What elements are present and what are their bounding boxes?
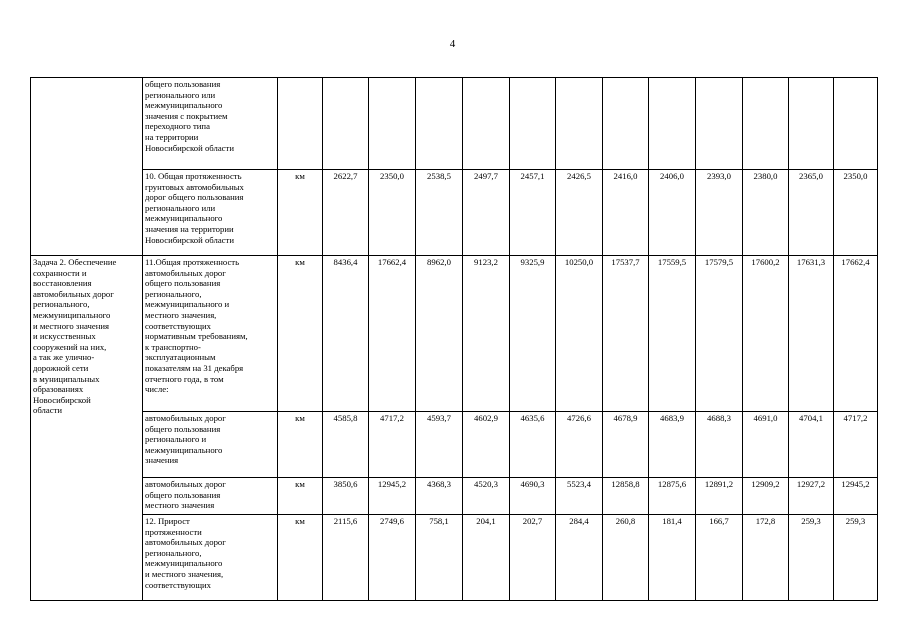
value-cell: 4688,3 (696, 412, 743, 478)
indicator-cell (143, 256, 278, 412)
indicator-line: автомобильных дорог (145, 267, 226, 278)
indicator-line: Новосибирской области (145, 142, 234, 153)
value-cell: 204,1 (463, 515, 510, 601)
indicator-line: Новосибирской области (145, 234, 234, 245)
value-cell (834, 78, 878, 170)
value-cell (323, 78, 369, 170)
value-cell (416, 78, 463, 170)
value-cell: 172,8 (743, 515, 789, 601)
indicator-line: местного значения, (145, 309, 217, 320)
indicator-line: числе: (145, 384, 169, 395)
task-line: в муниципальных (33, 373, 100, 384)
value-cell: 284,4 (556, 515, 603, 601)
value-cell: 12891,2 (696, 478, 743, 515)
task-cell-empty (31, 78, 143, 256)
value-cell: 2538,5 (416, 170, 463, 256)
task-line: а так же улично- (33, 352, 95, 363)
value-cell: 4585,8 (323, 412, 369, 478)
value-cell: 259,3 (789, 515, 834, 601)
value-cell: 2497,7 (463, 170, 510, 256)
value-cell: 2365,0 (789, 170, 834, 256)
indicator-line: автомобильных дорог (145, 413, 226, 423)
table-row (31, 256, 878, 412)
indicators-table (30, 77, 878, 601)
value-cell: 4368,3 (416, 478, 463, 515)
indicator-line: регионального и (145, 434, 207, 445)
value-cell: 10250,0 (556, 256, 603, 412)
indicator-line: автомобильных дорог (145, 479, 226, 489)
value-cell: 259,3 (834, 515, 878, 601)
indicator-line: и местного значения, (145, 568, 224, 579)
value-cell: 12858,8 (603, 478, 649, 515)
indicator-line: общего пользования (145, 278, 221, 289)
unit-cell: км (278, 412, 323, 478)
table-row (31, 78, 878, 170)
value-cell: 8962,0 (416, 256, 463, 412)
indicator-cell (143, 515, 278, 601)
value-cell: 2393,0 (696, 170, 743, 256)
unit-cell (278, 78, 323, 170)
indicator-line: 10. Общая протяженность (145, 171, 242, 181)
indicator-line: 11.Общая протяженность (145, 257, 240, 267)
value-cell (556, 78, 603, 170)
value-cell: 4726,6 (556, 412, 603, 478)
value-cell: 2115,6 (323, 515, 369, 601)
indicator-line: местного значения (145, 500, 215, 511)
indicator-line: значения (145, 455, 179, 466)
value-cell: 12927,2 (789, 478, 834, 515)
indicator-line: протяженности (145, 526, 202, 537)
value-cell: 17662,4 (369, 256, 416, 412)
value-cell: 2416,0 (603, 170, 649, 256)
table-row (31, 515, 878, 601)
value-cell (789, 78, 834, 170)
indicator-line: межмуниципального (145, 100, 223, 111)
indicator-line: межмуниципального и (145, 299, 230, 310)
indicator-cell (143, 170, 278, 256)
task-line: регионального, (33, 299, 90, 310)
value-cell: 4717,2 (369, 412, 416, 478)
task-line: образованиях (33, 384, 84, 395)
task-line: автомобильных дорог (33, 288, 114, 299)
value-cell (743, 78, 789, 170)
indicator-cell (143, 78, 278, 170)
indicator-line: нормативным требованиям, (145, 331, 248, 342)
table-row (31, 170, 878, 256)
indicator-line: показателям на 31 декабря (145, 362, 244, 373)
value-cell: 4691,0 (743, 412, 789, 478)
task-line: восстановления (33, 278, 92, 289)
value-cell (463, 78, 510, 170)
value-cell: 4683,9 (649, 412, 696, 478)
indicator-line: межмуниципального (145, 213, 223, 224)
indicator-line: 12. Прирост (145, 516, 190, 526)
value-cell: 4690,3 (510, 478, 556, 515)
value-cell: 17537,7 (603, 256, 649, 412)
task-line: сооружений на них, (33, 341, 107, 352)
indicator-line: значения на территории (145, 223, 234, 234)
unit-cell: км (278, 256, 323, 412)
value-cell (649, 78, 696, 170)
indicator-line: отчетного года, в том (145, 373, 224, 384)
unit-cell: км (278, 478, 323, 515)
task-line: межмуниципального (33, 309, 111, 320)
value-cell: 17662,4 (834, 256, 878, 412)
value-cell (696, 78, 743, 170)
unit-cell: км (278, 515, 323, 601)
indicator-line: регионального, (145, 547, 202, 558)
value-cell: 9123,2 (463, 256, 510, 412)
task2-cell (31, 256, 143, 601)
indicator-line: дорог общего пользования (145, 192, 244, 203)
indicator-line: общего пользования (145, 489, 221, 500)
value-cell: 2426,5 (556, 170, 603, 256)
value-cell: 4678,9 (603, 412, 649, 478)
value-cell: 17600,2 (743, 256, 789, 412)
value-cell (510, 78, 556, 170)
indicator-line: соответствующих (145, 320, 212, 331)
task-line: и искусственных (33, 331, 96, 342)
value-cell: 12945,2 (834, 478, 878, 515)
value-cell: 17559,5 (649, 256, 696, 412)
value-cell: 12945,2 (369, 478, 416, 515)
value-cell: 181,4 (649, 515, 696, 601)
task-line: и местного значения (33, 320, 110, 331)
value-cell: 758,1 (416, 515, 463, 601)
value-cell: 9325,9 (510, 256, 556, 412)
indicator-line: межмуниципального (145, 558, 223, 569)
value-cell: 2406,0 (649, 170, 696, 256)
unit-cell: км (278, 170, 323, 256)
value-cell: 4520,3 (463, 478, 510, 515)
indicator-line: на территории (145, 131, 199, 142)
value-cell: 17631,3 (789, 256, 834, 412)
value-cell: 2457,1 (510, 170, 556, 256)
indicator-line: общего пользования (145, 79, 221, 89)
indicator-line: грунтовых автомобильных (145, 181, 244, 192)
value-cell: 260,8 (603, 515, 649, 601)
indicator-line: регионального или (145, 202, 216, 213)
indicator-line: эксплуатационным (145, 352, 216, 363)
value-cell: 4593,7 (416, 412, 463, 478)
value-cell: 17579,5 (696, 256, 743, 412)
value-cell (369, 78, 416, 170)
value-cell: 2749,6 (369, 515, 416, 601)
value-cell: 8436,4 (323, 256, 369, 412)
indicator-line: соответствующих (145, 579, 212, 590)
indicator-cell (143, 478, 278, 515)
value-cell: 12875,6 (649, 478, 696, 515)
value-cell: 2350,0 (834, 170, 878, 256)
value-cell: 4635,6 (510, 412, 556, 478)
task-line: сохранности и (33, 267, 87, 278)
value-cell: 166,7 (696, 515, 743, 601)
indicator-line: межмуниципального (145, 444, 223, 455)
task-line: области (33, 405, 63, 416)
indicator-line: регионального или (145, 89, 216, 100)
indicator-line: к транспортно- (145, 341, 201, 352)
value-cell: 202,7 (510, 515, 556, 601)
indicator-line: автомобильных дорог (145, 537, 226, 548)
indicator-line: общего пользования (145, 423, 221, 434)
task-line: дорожной сети (33, 362, 89, 373)
table-row (31, 412, 878, 478)
value-cell (603, 78, 649, 170)
value-cell: 5523,4 (556, 478, 603, 515)
indicator-line: переходного типа (145, 121, 210, 132)
task-line: Новосибирской (33, 394, 91, 405)
value-cell: 4717,2 (834, 412, 878, 478)
value-cell: 2350,0 (369, 170, 416, 256)
value-cell: 4704,1 (789, 412, 834, 478)
table-row (31, 478, 878, 515)
task-line: Задача 2. Обеспечение (33, 257, 117, 267)
value-cell: 2380,0 (743, 170, 789, 256)
page-number: 4 (449, 38, 456, 50)
indicator-line: регионального, (145, 288, 202, 299)
value-cell: 3850,6 (323, 478, 369, 515)
indicator-cell (143, 412, 278, 478)
indicator-line: значения с покрытием (145, 110, 228, 121)
value-cell: 2622,7 (323, 170, 369, 256)
value-cell: 4602,9 (463, 412, 510, 478)
value-cell: 12909,2 (743, 478, 789, 515)
